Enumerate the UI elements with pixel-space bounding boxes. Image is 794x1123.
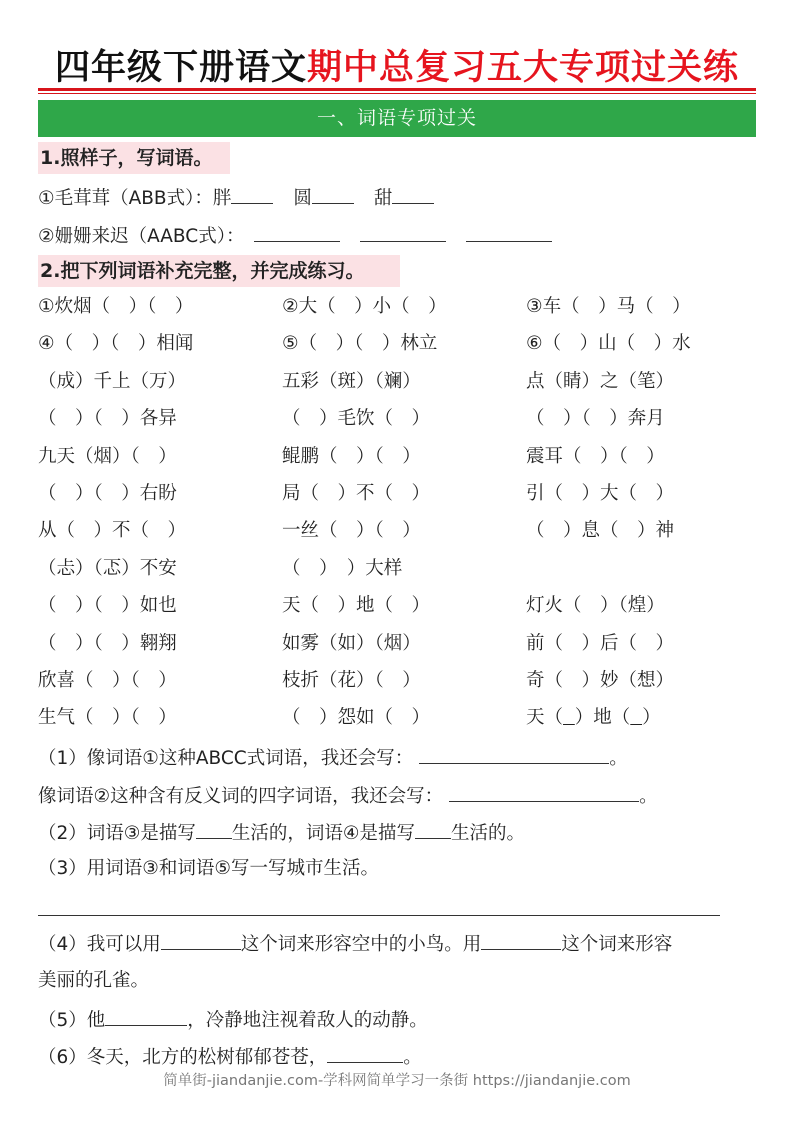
idiom-text: 天（ [526,707,564,728]
idiom-cell: （ ）息（ ）神 [526,520,675,541]
answer-blank[interactable] [415,818,451,839]
q1-line-2 [38,221,552,251]
idiom-cell: 五彩（斑）（斓） [282,371,421,392]
idiom-cell [526,704,661,732]
sub-question-3: （3）用词语③和词语⑤写一写城市生活。 [38,858,379,879]
idiom-cell: 鲲鹏（ ）（ ） [282,446,421,467]
answer-blank[interactable] [360,221,446,242]
answer-blank[interactable] [481,929,561,950]
idiom-cell: （ ）（ ）翱翔 [38,633,177,654]
q1-line1-word3: 甜 [373,188,393,209]
answer-blank[interactable] [254,221,340,242]
sub-question-1b [38,781,658,811]
answer-blank[interactable] [327,1042,403,1063]
title-red-part: 期中总复习五大专项过关练 [307,48,740,88]
answer-blank[interactable] [392,183,434,204]
idiom-cell: 点（睛）之（笔） [526,371,675,392]
sub1b-end: 。 [639,786,658,807]
q1-line1-lead: ①毛茸茸（ABB式）：胖 [38,188,232,209]
idiom-cell: （ ）毛饮（ ） [282,408,431,429]
idiom-cell: 从（ ）不（ ） [38,520,187,541]
idiom-cell: ②大（ ）小（ ） [282,296,447,317]
title-rule-thick [38,88,756,91]
sub-question-1a [38,743,628,773]
q1-line-1 [38,183,434,213]
idiom-cell: 震耳（ ）（ ） [526,446,665,467]
answer-blank[interactable] [312,183,354,204]
title-rule-thin [38,93,756,94]
sub-question-2 [38,818,525,848]
sub2-text-a: （2）词语③是描写 [38,823,196,844]
idiom-cell: 引（ ）大（ ） [526,483,675,504]
q1-line1-word2: 圆 [293,188,312,209]
idiom-cell: ⑥（ ）山（ ）水 [526,333,691,354]
sub4-text-a: （4）我可以用 [38,934,161,955]
sub6-text-a: （6）冬天，北方的松树郁郁苍苍， [38,1047,328,1068]
answer-blank[interactable] [105,1005,187,1026]
idiom-cell: （ ） ）大样 [282,558,403,579]
answer-blank[interactable] [630,707,642,728]
idiom-cell: ③车（ ）马（ ） [526,296,691,317]
page-title [0,44,794,92]
idiom-cell: （忐）（忑）不安 [38,558,177,579]
footer-watermark: 简单街-jiandanjie.com-学科网简单学习一条街 https://jiandanjie.com [163,1073,631,1089]
question-1-heading: 1.照样子，写词语。 [38,142,230,174]
idiom-cell: 九天（烟）（ ） [38,446,177,467]
idiom-text: ）地（ [574,707,631,728]
idiom-text: ） [642,707,661,728]
idiom-cell: 天（ ）地（ ） [282,595,431,616]
sub-question-5 [38,1005,428,1035]
idiom-cell: ①炊烟（ ）（ ） [38,296,194,317]
idiom-cell: ④（ ）（ ）相闻 [38,333,194,354]
answer-blank[interactable] [161,929,241,950]
sub1b-text: 像词语②这种含有反义词的四字词语，我还会写： [38,786,444,807]
sub4-text-b: 这个词来形容空中的小鸟。用 [240,934,482,955]
idiom-cell: （ ）（ ）奔月 [526,408,665,429]
idiom-cell: （ ）（ ）右盼 [38,483,177,504]
sub-question-6 [38,1042,422,1072]
answer-blank[interactable] [419,743,609,764]
idiom-cell: （ ）（ ）如也 [38,595,177,616]
idiom-cell: 枝折（花）（ ） [282,670,421,691]
sub6-text-b: 。 [403,1047,422,1068]
sub5-text-a: （5）他 [38,1010,106,1031]
idiom-cell: 欣喜（ ）（ ） [38,670,177,691]
idiom-cell: （ ）怨如（ ） [282,707,431,728]
title-black-part: 四年级下册语文 [54,48,307,88]
answer-blank[interactable] [466,221,552,242]
idiom-cell: 生气（ ）（ ） [38,707,177,728]
idiom-cell: 灯火（ ）（煌） [526,595,665,616]
question-2-heading: 2.把下列词语补充完整，并完成练习。 [38,255,400,287]
q1-line2-lead: ②姗姗来迟（AABC式）： [38,226,245,247]
sub-question-4 [38,929,672,959]
idiom-cell: （ ）（ ）各异 [38,408,177,429]
answer-blank[interactable] [231,183,273,204]
idiom-cell: （成）千上（万） [38,371,187,392]
idiom-cell: ⑤（ ）（ ）林立 [282,333,438,354]
sub2-text-c: 生活的。 [450,823,525,844]
idiom-cell: 如雾（如）（烟） [282,633,421,654]
sub5-text-b: ，冷静地注视着敌人的动静。 [187,1010,428,1031]
sub-question-4-cont: 美丽的孔雀。 [38,970,150,991]
answer-blank[interactable] [563,707,575,728]
idiom-cell: 一丝（ ）（ ） [282,520,421,541]
sub1a-end: 。 [609,748,628,769]
sub4-text-c: 这个词来形容 [561,934,673,955]
idiom-cell: 前（ ）后（ ） [526,633,675,654]
section-title-bar: 一、词语专项过关 [38,100,756,137]
idiom-cell: 局（ ）不（ ） [282,483,431,504]
sub1a-text: （1）像词语①这种ABCC式词语，我还会写： [38,748,414,769]
answer-writing-line[interactable] [38,915,720,916]
answer-blank[interactable] [196,818,232,839]
sub2-text-b: 生活的，词语④是描写 [231,823,415,844]
answer-blank[interactable] [449,781,639,802]
idiom-cell: 奇（ ）妙（想） [526,670,675,691]
